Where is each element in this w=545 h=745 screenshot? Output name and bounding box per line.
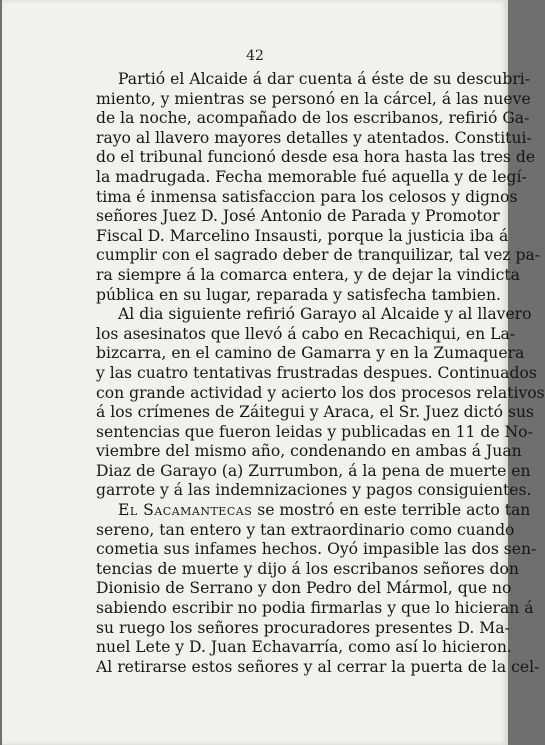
text-line: Fiscal D. Marcelino Insausti, porque la justicia iba á (96, 226, 509, 245)
text-line: Partió el Alcaide á dar cuenta á éste de su descubri- (118, 70, 531, 88)
text-line: á los crímenes de Záitegui y Araca, el Sr. Juez dictó sus (96, 403, 535, 422)
text-line: do el tribunal funcionó desde esa hora hasta las tres de (96, 148, 536, 167)
text-line: con grande actividad y acierto los dos procesos relativos (96, 383, 545, 402)
text-line: Al retirarse estos señores y al cerrar la puerta de la cel- (96, 657, 540, 676)
text-line: bizcarra, en el camino de Gamarra y en la Zumaquera (96, 344, 525, 363)
text-line: pública en su lugar, reparada y satisfecha tambien. (96, 285, 502, 304)
text-line-rest: se mostró en este terrible acto tan (252, 501, 531, 520)
text-line (96, 501, 531, 521)
body-text (96, 70, 545, 677)
text-line: de la noche, acompañado de los escribanos, refirió Ga- (96, 109, 530, 128)
text-line: miento, y mientras se personó en la cárcel, á las nueve (96, 89, 531, 108)
text-line: viembre del mismo año, condenando en ambas á Juan (96, 442, 522, 461)
text-line: tencias de muerte y dijo á los escribanos señores don (96, 559, 519, 578)
text-line: y las cuatro tentativas frustradas despues. Continuados (96, 363, 537, 382)
text-line: cometia sus infames hechos. Oyó impasible las dos sen- (96, 540, 537, 559)
text-line: la madrugada. Fecha memorable fué aquella y de legí- (96, 167, 527, 186)
text-line: Al dia siguiente refirió Garayo al Alcaide y al llavero (118, 305, 532, 324)
text-line: cumplir con el sagrado deber de tranquilizar, tal vez pa- (96, 246, 541, 265)
text-line: sabiendo escribir no podia firmarlas y que lo hicieran á (96, 599, 534, 618)
page-number: 42 (246, 48, 264, 64)
text-line: ra siempre á la comarca entera, y de dejar la vindicta (96, 265, 520, 284)
text-line: Diaz de Garayo (a) Zurrumbon, á la pena de muerte en (96, 461, 531, 480)
text-line: tima é inmensa satisfaccion para los celosos y dignos (96, 187, 518, 206)
text-line: los asesinatos que llevó á cabo en Recachiqui, en La- (96, 324, 516, 343)
book-page (2, 0, 545, 745)
text-line: sereno, tan entero y tan extraordinario como cuando (96, 520, 515, 539)
text-line: garrote y á las indemnizaciones y pagos consiguientes. (96, 481, 532, 500)
text-line: señores Juez D. José Antonio de Parada y Promotor (96, 207, 500, 226)
text-line: sentencias que fueron leidas y publicadas en 11 de No- (96, 422, 533, 441)
text-line: nuel Lete y D. Juan Echavarría, como así lo hicieron. (96, 638, 512, 657)
text-line: su ruego los señores procuradores presentes D. Ma- (96, 618, 510, 637)
text-line: rayo al llavero mayores detalles y atentados. Constitui- (96, 128, 532, 147)
text-line: Dionisio de Serrano y don Pedro del Mármol, que no (96, 579, 512, 598)
sacamantecas-smallcaps: El Sacamantecas (118, 501, 253, 520)
